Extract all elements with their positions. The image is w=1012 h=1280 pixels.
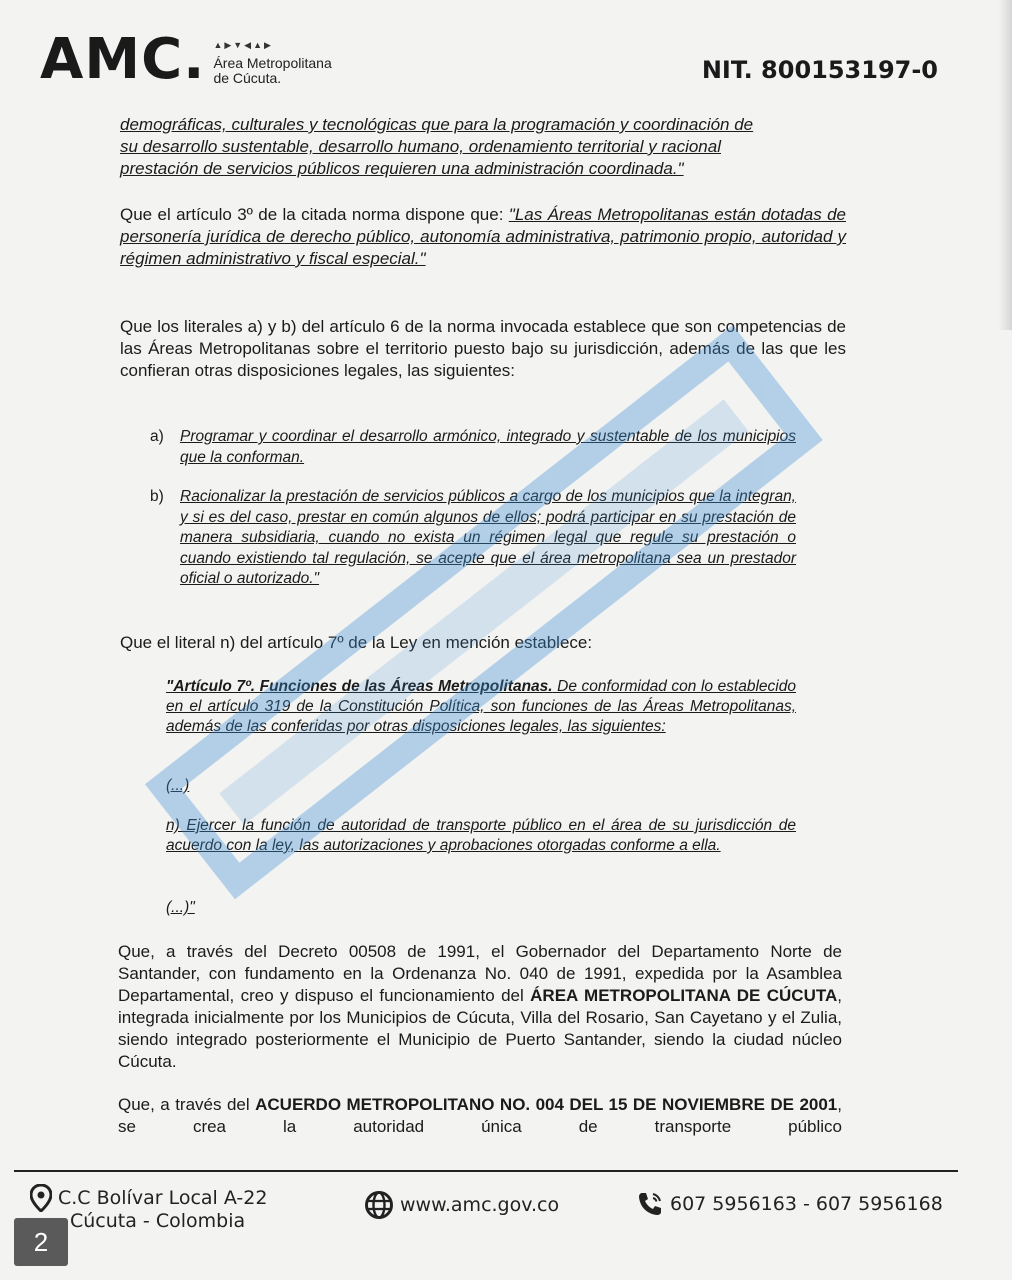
address-line-2: Cúcuta - Colombia [70,1210,246,1232]
acuerdo-text-b: , se crea la autoridad única de transporte público [118,1095,843,1136]
address-line-1: C.C Bolívar Local A-22 [58,1187,268,1209]
amc-logo [40,27,332,92]
list-item-a-label: a) [150,428,164,445]
footer-divider [14,1170,958,1172]
article-6-text: Que los literales a) y b) del artículo 6 de la norma invocada establece que son competencias de las Áreas Metropolitanas sobre el territorio puesto bajo su jurisdicción, además de las que les confieran otras disposiciones legales, las siguientes: [120,317,846,380]
continuation-line-2: su desarrollo sustentable, desarrollo humano, ordenamiento territorial y racional [120,137,721,156]
quote-ellipsis-2-text: (...)" [166,899,195,916]
acuerdo-text-a: Que, a través del [118,1095,256,1114]
logo-subtitle [213,38,331,86]
list-item-b [150,487,796,590]
phone-numbers: 607 5956163 - 607 5956168 [670,1193,943,1215]
paragraph-decreto [118,941,842,1073]
quote-body: De conformidad con lo establecido en el artículo 319 de la Constitución Política, son funciones de las Áreas Metropolitanas, además de las conferidas por otras disposiciones legales, las siguientes: [166,678,796,735]
logo-line-2: de Cúcuta. [213,70,282,86]
footer-website[interactable] [364,1190,559,1220]
quote-ellipsis-1-text: (...) [166,777,190,794]
quote-article-7 [166,677,796,737]
quote-literal-n-text: n) Ejercer la función de autoridad de transporte público en el área de su jurisdicción de acuerdo con la ley, las autorizaciones y aprobaciones otorgadas conforme a ella. [166,817,796,854]
continuation-line-3: prestación de servicios públicos requieren una administración coordinada." [120,159,684,178]
website-link[interactable]: www.amc.gov.co [400,1194,560,1216]
paragraph-article-6 [120,316,846,382]
continuation-line-1: demográficas, culturales y tecnológicas que para la programación y coordinación de [120,115,754,134]
location-pin-icon [30,1184,52,1212]
list-item-b-label: b) [150,488,164,505]
footer-phones [636,1190,943,1218]
decreto-text-b: , integrada inicialmente por los Municipios de Cúcuta, Villa del Rosario, San Cayetano y el Zulia, siendo integrado posteriormente el Municipio de Puerto Santander, siendo la ciudad núcleo Cúcuta. [118,986,842,1071]
paragraph-article-3 [120,204,846,270]
list-item-a [150,427,796,468]
page-edge-shadow [998,0,1012,330]
footer-address-line-1 [30,1184,267,1212]
list-item-b-text: Racionalizar la prestación de servicios públicos a cargo de los municipios que la integran, y si es del caso, prestar en común algunos de ellos; podrá participar en su prestación de manera subsidiaria, cuando no exista un régimen legal que regule su prestación o cuando existiendo tal regulación, se acepte que el área metropolitana sea un prestador oficial o autorizado." [180,488,796,587]
quote-title: "Artículo 7º. Funciones de las Áreas Metropolitanas. [166,678,553,695]
article-3-quote: "Las Áreas Metropolitanas están dotadas de personería jurídica de derecho público, autonomía administrativa, patrimonio propio, autoridad y régimen administrativo y fiscal especial." [120,205,846,268]
decreto-text-a: Que, a través del Decreto 00508 de 1991, el Gobernador del Departamento Norte de Santander, con fundamento en la Ordenanza No. 040 de 1991, expedida por la Asamblea Departamental, creo y dispuso el funcionamiento del [118,942,842,1005]
logo-arrow-marks: ▲▶▼◀▲▶ [213,40,273,50]
quote-literal-n [166,816,796,856]
quote-ellipsis-1 [166,776,796,796]
decreto-bold: ÁREA METROPOLITANA DE CÚCUTA [530,986,838,1005]
nit-number: NIT. 800153197-0 [701,56,938,84]
list-item-a-text: Programar y coordinar el desarrollo armónico, integrado y sustentable de los municipios que la conforman. [180,428,796,466]
paragraph-acuerdo [118,1094,842,1138]
page-number-badge: 2 [14,1218,68,1266]
article-7-intro-text: Que el literal n) del artículo 7º de la Ley en mención establece: [120,633,593,652]
logo-wordmark: AMC. [40,27,206,92]
phone-icon [636,1190,664,1218]
logo-line-1: Área Metropolitana [213,55,332,71]
quote-ellipsis-2 [166,898,796,918]
article-3-intro: Que el artículo 3º de la citada norma dispone que: [120,205,509,224]
paragraph-article-7-intro [120,632,846,654]
footer-address-line-2 [70,1210,245,1232]
globe-icon [364,1190,394,1220]
acuerdo-bold: ACUERDO METROPOLITANO NO. 004 DEL 15 DE NOVIEMBRE DE 2001 [255,1095,838,1114]
paragraph-continuation [120,114,846,180]
